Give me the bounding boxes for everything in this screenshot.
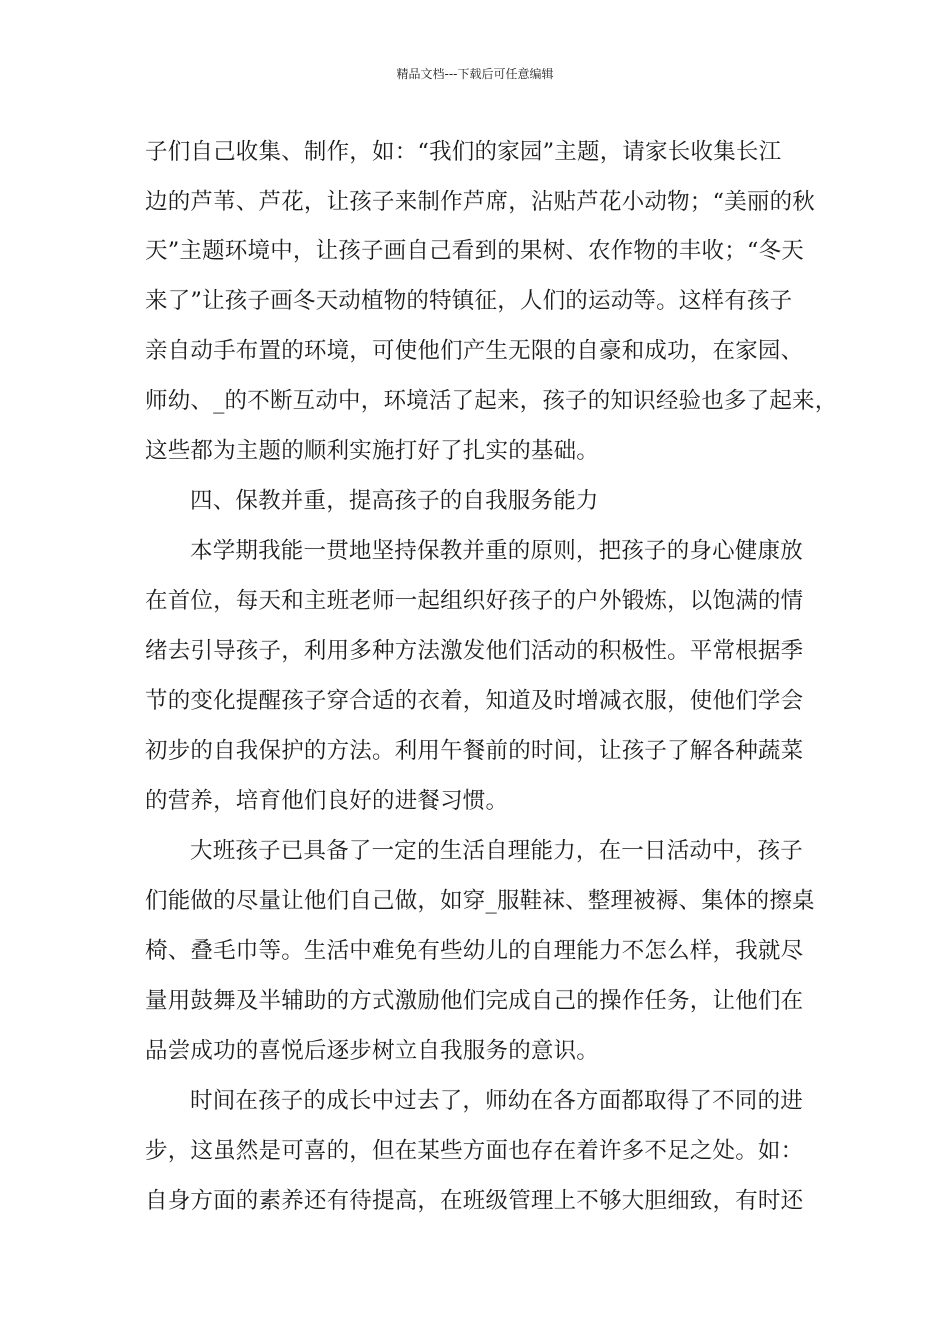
text-line: 绪去引导孩子，利用多种方法激发他们活动的积极性。平常根据季 xyxy=(145,638,804,664)
text-line: 边的芦苇、芦花，让孩子来制作芦席，沾贴芦花小动物；“美丽的秋 xyxy=(145,189,816,215)
text-line: 们能做的尽量让他们自己做，如穿_服鞋袜、整理被褥、集体的擦桌 xyxy=(145,888,815,914)
section-heading: 四、保教并重，提高孩子的自我服务能力 xyxy=(190,488,599,514)
text-line: 步，这虽然是可喜的，但在某些方面也存在着许多不足之处。如： xyxy=(145,1138,804,1164)
text-line: 的营养，培育他们良好的进餐习惯。 xyxy=(145,788,509,814)
text-line: 时间在孩子的成长中过去了，师幼在各方面都取得了不同的进 xyxy=(190,1088,803,1114)
text-line: 量用鼓舞及半辅助的方式激励他们完成自己的操作任务，让他们在 xyxy=(145,988,804,1014)
text-line: 来了”让孩子画冬天动植物的特镇征，人们的运动等。这样有孩子 xyxy=(145,288,793,314)
text-line: 亲自动手布置的环境，可使他们产生无限的自豪和成功，在家园、 xyxy=(145,338,804,364)
text-line: 在首位，每天和主班老师一起组织好孩子的户外锻炼，以饱满的情 xyxy=(145,588,804,614)
text-line: 子们自己收集、制作，如：“我们的家园”主题，请家长收集长江 xyxy=(145,139,782,165)
page-header: 精品文档---下载后可任意编辑 xyxy=(396,67,554,81)
text-line: 初步的自我保护的方法。利用午餐前的时间，让孩子了解各种蔬菜 xyxy=(145,738,804,764)
text-line: 自身方面的素养还有待提高，在班级管理上不够大胆细致，有时还 xyxy=(145,1188,804,1214)
text-line: 节的变化提醒孩子穿合适的衣着，知道及时增减衣服，使他们学会 xyxy=(145,688,804,714)
text-line: 这些都为主题的顺利实施打好了扎实的基础。 xyxy=(145,438,600,464)
text-line: 椅、叠毛巾等。生活中难免有些幼儿的自理能力不怎么样，我就尽 xyxy=(145,938,804,964)
text-line: 师幼、_的不断互动中，环境活了起来，孩子的知识经验也多了起来， xyxy=(145,388,838,414)
text-line: 天”主题环境中，让孩子画自己看到的果树、农作物的丰收；“冬天 xyxy=(145,238,805,264)
text-line: 大班孩子已具备了一定的生活自理能力，在一日活动中，孩子 xyxy=(190,838,803,864)
text-line: 品尝成功的喜悦后逐步树立自我服务的意识。 xyxy=(145,1038,600,1064)
text-line: 本学期我能一贯地坚持保教并重的原则，把孩子的身心健康放 xyxy=(190,538,803,564)
